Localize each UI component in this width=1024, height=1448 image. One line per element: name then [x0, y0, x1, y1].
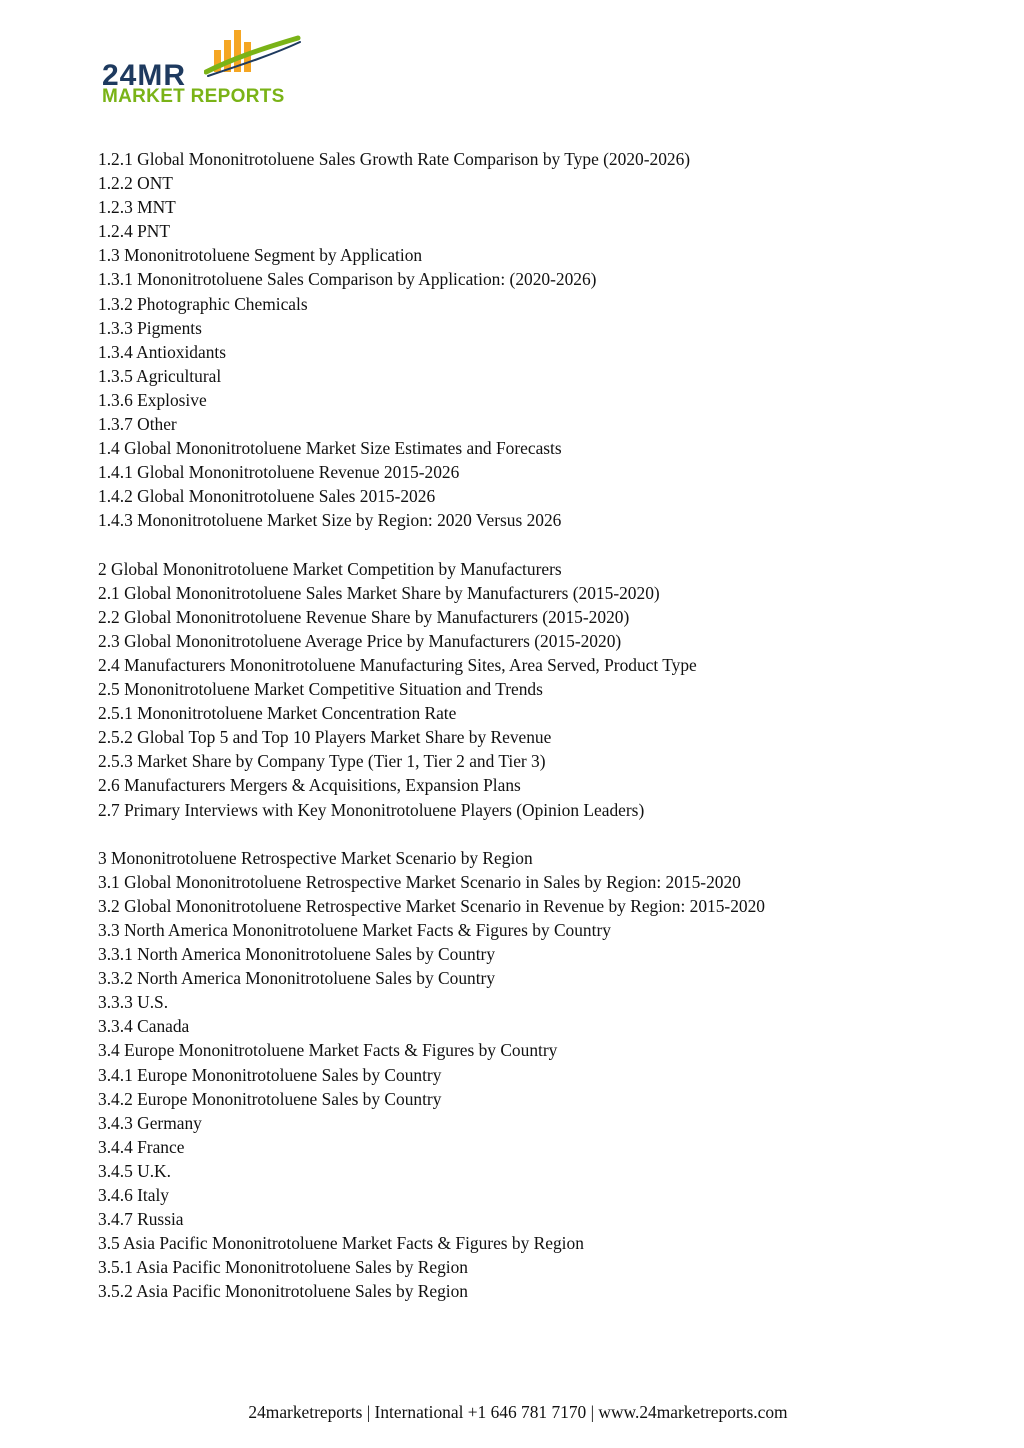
toc-entry: 2.5.1 Mononitrotoluene Market Concentration Rate: [98, 703, 457, 724]
toc-entry: 2.3 Global Mononitrotoluene Average Price by Manufacturers (2015-2020): [98, 630, 622, 651]
bar-chart-logo-icon: [204, 28, 304, 80]
toc-entry: 3.4.5 U.K.: [98, 1160, 171, 1181]
toc-entry: 1.4.2 Global Mononitrotoluene Sales 2015-2026: [98, 486, 436, 507]
toc-entry: 3.2 Global Mononitrotoluene Retrospective Market Scenario in Revenue by Region: 2015-2020: [98, 895, 765, 916]
toc-entry: 1.2.2 ONT: [98, 173, 173, 194]
toc-entry: 2.5.2 Global Top 5 and Top 10 Players Market Share by Revenue: [98, 727, 552, 748]
toc-entry: 3.3.4 Canada: [98, 1016, 190, 1037]
toc-section-gap: [98, 533, 998, 557]
toc-entry: 3.4.6 Italy: [98, 1185, 169, 1206]
toc-entry: 2.1 Global Mononitrotoluene Sales Market Share by Manufacturers (2015-2020): [98, 582, 660, 603]
toc-entry: 1.4.3 Mononitrotoluene Market Size by Region: 2020 Versus 2026: [98, 510, 562, 531]
toc-entry: 3.5.1 Asia Pacific Mononitrotoluene Sales by Region: [98, 1257, 468, 1278]
toc-entry: 1.3.6 Explosive: [98, 389, 207, 410]
toc-entry: 3.4.2 Europe Mononitrotoluene Sales by Country: [98, 1088, 442, 1109]
toc-entry: 3.4.7 Russia: [98, 1209, 184, 1230]
toc-entry: 2.5 Mononitrotoluene Market Competitive Situation and Trends: [98, 679, 543, 700]
toc-entry: 3.4.4 France: [98, 1136, 185, 1157]
toc-entry: 2.2 Global Mononitrotoluene Revenue Share by Manufacturers (2015-2020): [98, 606, 630, 627]
toc-entry: 1.2.3 MNT: [98, 197, 176, 218]
toc-entry: 3.3.3 U.S.: [98, 992, 169, 1013]
toc-entry: 3.3 North America Mononitrotoluene Market Facts & Figures by Country: [98, 920, 611, 940]
toc-entry: 1.2.1 Global Mononitrotoluene Sales Growth Rate Comparison by Type (2020-2026): [98, 149, 691, 169]
company-logo: [100, 28, 310, 110]
toc-entry: 3.5 Asia Pacific Mononitrotoluene Market Facts & Figures by Region: [98, 1233, 584, 1254]
toc-entry: 1.4.1 Global Mononitrotoluene Revenue 2015-2026: [98, 462, 460, 483]
toc-entry: 3.1 Global Mononitrotoluene Retrospective Market Scenario in Sales by Region: 2015-2020: [98, 871, 741, 892]
toc-entry: 3.3.2 North America Mononitrotoluene Sales by Country: [98, 968, 496, 989]
table-of-contents: [98, 147, 998, 1304]
toc-entry: 1.3.2 Photographic Chemicals: [98, 293, 308, 314]
toc-entry: 1.3.7 Other: [98, 414, 177, 435]
toc-entry: 2.4 Manufacturers Mononitrotoluene Manufacturing Sites, Area Served, Product Type: [98, 654, 697, 675]
toc-entry: 3.4.1 Europe Mononitrotoluene Sales by Country: [98, 1064, 442, 1085]
toc-entry: 1.3.5 Agricultural: [98, 365, 222, 386]
logo-tagline: MARKET REPORTS: [102, 86, 285, 107]
toc-section-gap: [98, 822, 998, 846]
toc-entry: 2 Global Mononitrotoluene Market Competition by Manufacturers: [98, 558, 562, 579]
toc-entry: 1.3.4 Antioxidants: [98, 341, 227, 362]
toc-entry: 1.3 Mononitrotoluene Segment by Application: [98, 245, 423, 266]
toc-entry: 1.3.3 Pigments: [98, 317, 202, 338]
toc-entry: 3.5.2 Asia Pacific Mononitrotoluene Sales by Region: [98, 1281, 468, 1302]
toc-entry: 1.4 Global Mononitrotoluene Market Size Estimates and Forecasts: [98, 438, 562, 459]
toc-entry: 2.5.3 Market Share by Company Type (Tier 1, Tier 2 and Tier 3): [98, 751, 546, 772]
toc-entry: 3.4 Europe Mononitrotoluene Market Facts & Figures by Country: [98, 1040, 558, 1061]
toc-entry: 1.3.1 Mononitrotoluene Sales Comparison by Application: (2020-2026): [98, 269, 597, 290]
page-footer: 24marketreports | International +1 646 781 7170 | www.24marketreports.com: [248, 1402, 788, 1422]
toc-entry: 3 Mononitrotoluene Retrospective Market Scenario by Region: [98, 847, 533, 868]
toc-entry: 1.2.4 PNT: [98, 221, 170, 242]
logo-wordmark: 24MR: [102, 59, 187, 92]
toc-entry: 2.7 Primary Interviews with Key Mononitrotoluene Players (Opinion Leaders): [98, 799, 645, 820]
toc-entry: 3.4.3 Germany: [98, 1112, 202, 1133]
toc-entry: 3.3.1 North America Mononitrotoluene Sales by Country: [98, 944, 496, 965]
toc-entry: 2.6 Manufacturers Mergers & Acquisitions, Expansion Plans: [98, 775, 521, 796]
